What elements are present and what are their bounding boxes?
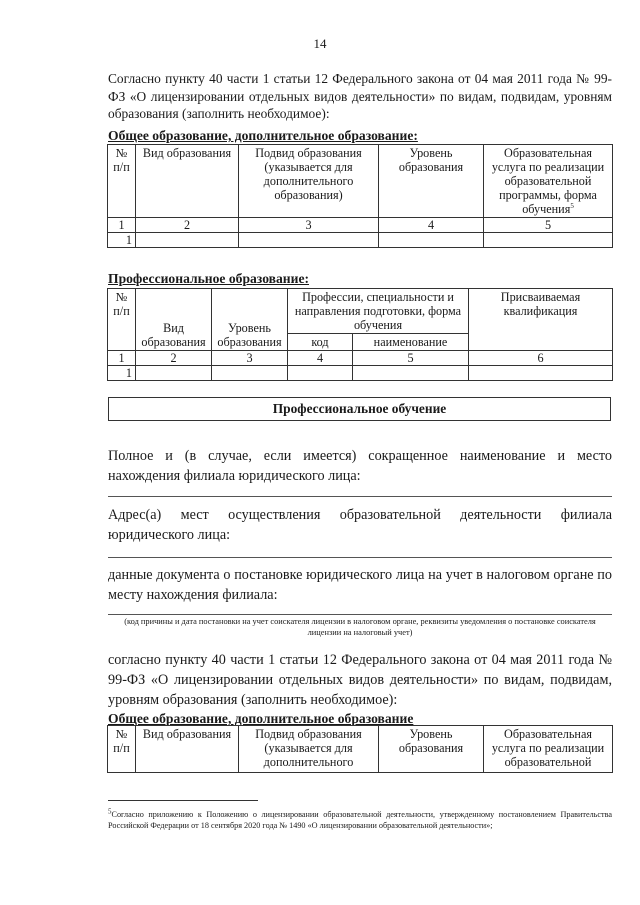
column-number: 4 [288, 351, 353, 366]
table-header-row [108, 289, 613, 334]
header-education-type: Вид образования [136, 726, 239, 773]
column-number: 6 [469, 351, 613, 366]
branch-name-fill-line[interactable] [108, 496, 612, 497]
table-cell[interactable] [484, 233, 613, 248]
header-number: № п/п [108, 289, 136, 351]
header-code: код [288, 334, 353, 351]
table-cell[interactable] [288, 366, 353, 381]
tax-document-caption: (код причины и дата постановки на учет соискателя лицензии в налоговом органе, реквизиты уведомления о постановке соискателя лицензии на налоговый учет) [124, 617, 596, 637]
intro-paragraph-1: Согласно пункту 40 части 1 статьи 12 Федерального закона от 04 мая 2011 года № 99-ФЗ «О лицензировании отдельных видов деятельности» по видам, подвидам, уровням образования (заполнить необходимое): [108, 71, 612, 121]
footnote-separator [108, 800, 258, 801]
footnote: $^5$Согласно приложению к Положению о лицензировании образовательной деятельности, утвержденному постановлением Правительства Российской Федерации от 18 сентября 2020 года № 1490 «О лицензировании образовательной деятельности»; [108, 807, 612, 830]
header-education-subtype: Подвид образования (указывается для дополнительного [239, 726, 379, 773]
header-professions-specialties: Профессии, специальности и направления подготовки, форма обучения [288, 289, 469, 334]
table-header-row [108, 726, 613, 773]
header-education-level: Уровень образования [379, 145, 484, 218]
table-cell[interactable] [136, 233, 239, 248]
table-cell[interactable] [136, 366, 212, 381]
header-qualification: Присваиваемая квалификация [469, 289, 613, 351]
header-education-type: Вид образования [136, 145, 239, 218]
table-cell[interactable] [469, 366, 613, 381]
table-row [108, 233, 613, 248]
column-number: 3 [239, 218, 379, 233]
section-title-general-education: Общее образование, дополнительное образование: [108, 128, 418, 143]
professional-education-table [107, 288, 613, 381]
footnote-reference: 5 [570, 201, 574, 210]
header-education-level: Уровень образования [212, 289, 288, 351]
table-header-row [108, 145, 613, 218]
footnote-mark: 5 [108, 807, 112, 816]
header-number: № п/п [108, 145, 136, 218]
table-cell[interactable] [379, 233, 484, 248]
tax-document-paragraph: данные документа о постановке юридического лица на учет в налоговом органе по месту нахождения филиала: [108, 567, 612, 603]
branch-address-fill-line[interactable] [108, 557, 612, 558]
professional-training-box: Профессиональное обучение [108, 397, 611, 421]
column-number: 1 [108, 218, 136, 233]
row-number: 1 [108, 366, 136, 381]
column-number: 5 [484, 218, 613, 233]
header-education-level: Уровень образования [379, 726, 484, 773]
branch-address-paragraph: Адрес(а) мест осуществления образовательной деятельности филиала юридического лица: [108, 507, 612, 543]
table-cell[interactable] [239, 233, 379, 248]
column-number: 2 [136, 218, 239, 233]
header-number: № п/п [108, 726, 136, 773]
general-education-table [107, 144, 613, 248]
table-cell[interactable] [353, 366, 469, 381]
page-number: 14 [313, 36, 327, 51]
header-educational-service: Образовательная услуга по реализации образовательной программы, форма обучения$^5$ [484, 145, 613, 218]
table-column-numbers-row [108, 218, 613, 233]
general-education-table-2 [107, 725, 613, 773]
header-educational-service: Образовательная услуга по реализации образовательной [484, 726, 613, 773]
section-title-general-education-2: Общее образование, дополнительное образование [108, 711, 414, 726]
branch-name-paragraph: Полное и (в случае, если имеется) сокращенное наименование и место нахождения филиала юридического лица: [108, 448, 612, 484]
intro-paragraph-2: согласно пункту 40 части 1 статьи 12 Федерального закона от 04 мая 2011 года № 99-ФЗ «О лицензировании отдельных видов деятельности» по видам, подвидам, уровням образования (заполнить необходимое): [108, 652, 612, 708]
column-number: 2 [136, 351, 212, 366]
header-education-subtype: Подвид образования (указывается для дополнительного образования) [239, 145, 379, 218]
header-name: наименование [353, 334, 469, 351]
table-row [108, 366, 613, 381]
table-cell[interactable] [212, 366, 288, 381]
column-number: 5 [353, 351, 469, 366]
header-education-type: Вид образования [136, 289, 212, 351]
column-number: 3 [212, 351, 288, 366]
table-column-numbers-row [108, 351, 613, 366]
column-number: 4 [379, 218, 484, 233]
tax-document-fill-line[interactable] [108, 614, 612, 615]
section-title-professional-education: Профессиональное образование: [108, 271, 310, 286]
row-number: 1 [108, 233, 136, 248]
column-number: 1 [108, 351, 136, 366]
